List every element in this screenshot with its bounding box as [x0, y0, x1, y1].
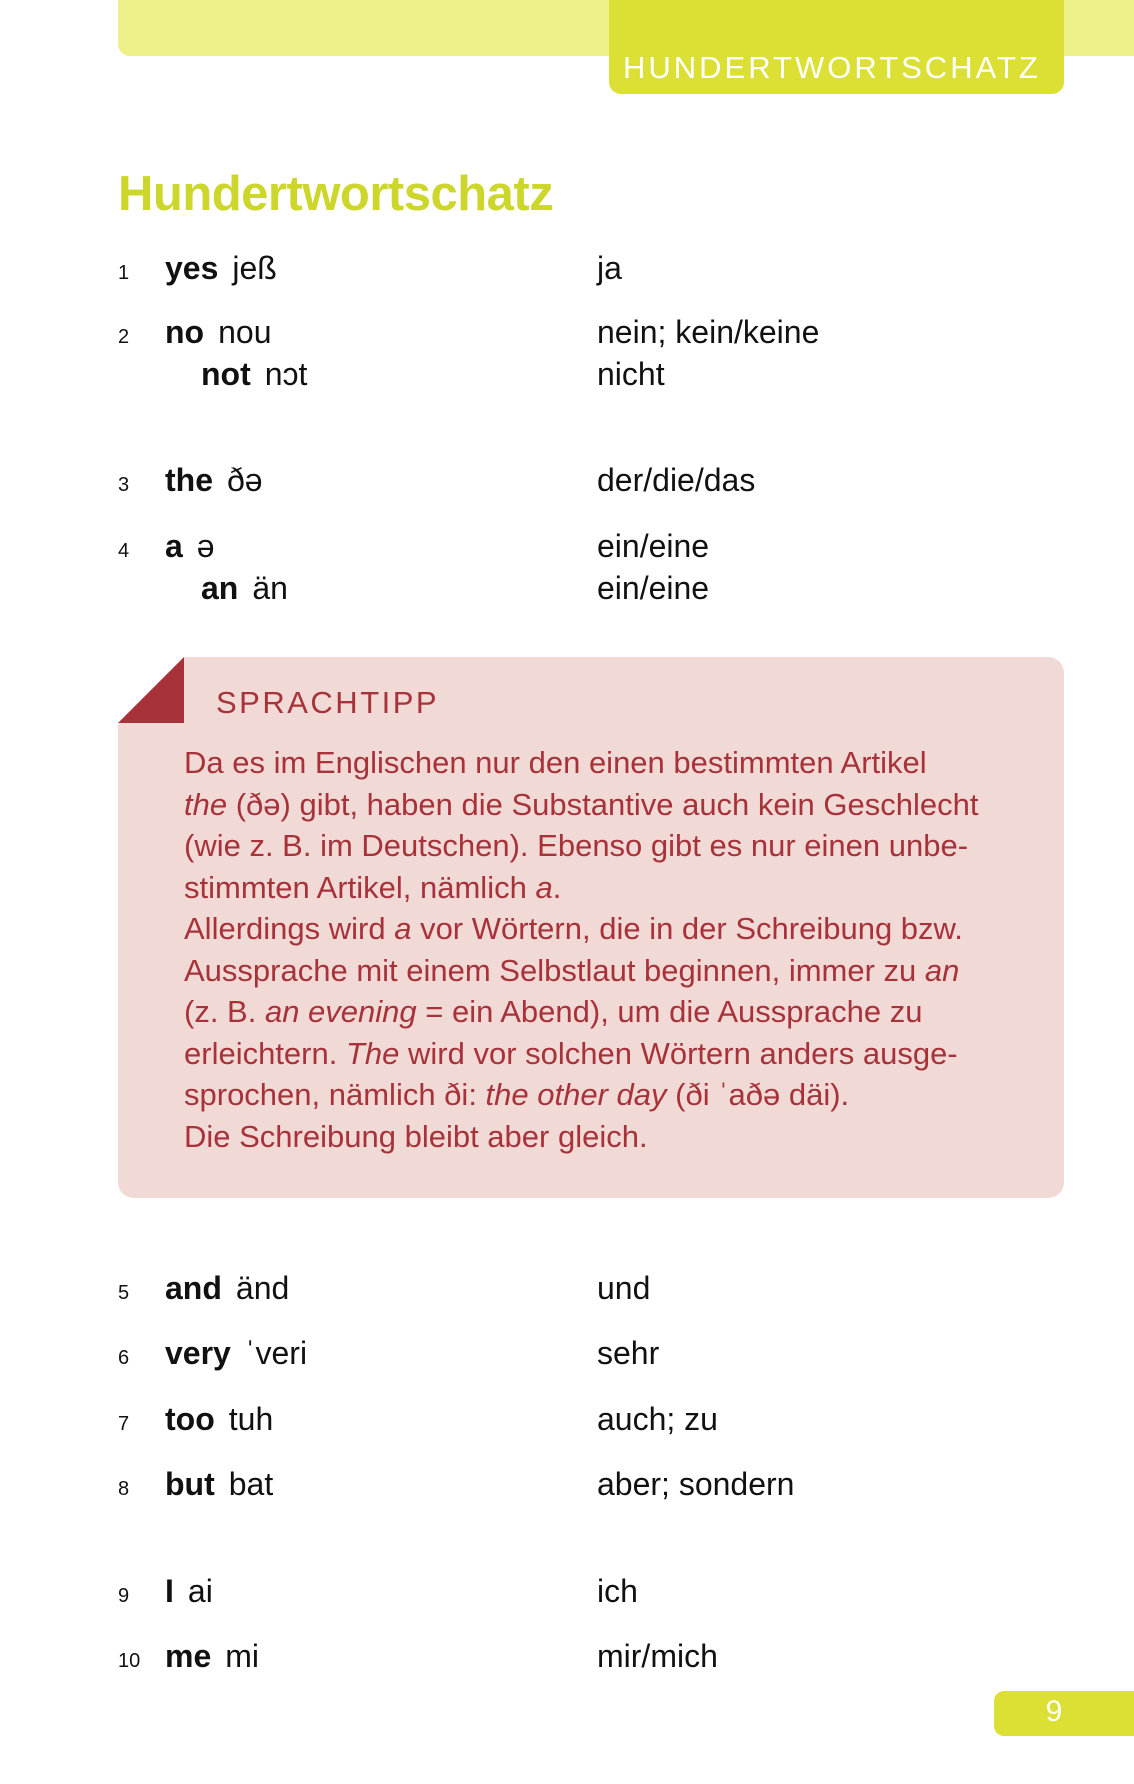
entry-word: very	[165, 1335, 231, 1371]
tip-text: vor Wörtern, die in der Schreibung bzw.	[411, 911, 963, 946]
tip-italic: a	[394, 911, 412, 946]
tip-text: wird vor solchen Wörtern anders ausge-	[399, 1035, 958, 1071]
entry-translation: sehr	[597, 1335, 660, 1371]
entry-word: me	[165, 1638, 212, 1674]
entry-word: and	[165, 1270, 222, 1306]
entry-english	[165, 1466, 273, 1503]
tip-line	[184, 784, 1054, 826]
corner-fold-cutout	[118, 657, 184, 723]
entry-pronunciation: bat	[228, 1466, 274, 1502]
tip-line	[184, 991, 1054, 1033]
entry-translation: ja	[597, 250, 622, 286]
entry-number: 9	[118, 1585, 130, 1607]
entry-translation: ein/eine	[597, 570, 710, 606]
entry-pronunciation: nɔt	[264, 356, 308, 392]
entry-translation: nein; kein/keine	[597, 314, 820, 350]
entry-translation: und	[597, 1270, 651, 1306]
vocab-entry	[0, 1573, 1134, 1617]
entry-english	[165, 1573, 213, 1610]
tip-line	[184, 1033, 1054, 1075]
entry-translation: mir/mich	[597, 1638, 718, 1674]
tip-text: .	[552, 869, 562, 905]
entry-pronunciation: ðə	[227, 462, 263, 498]
page-title: Hundertwortschatz	[118, 167, 554, 221]
tip-text: Allerdings wird	[184, 911, 395, 946]
section-tab	[609, 0, 1064, 94]
vocab-entry	[0, 314, 1134, 358]
entry-english	[165, 250, 277, 287]
entry-word: an	[201, 570, 239, 606]
tip-italic: an	[924, 952, 960, 988]
tip-line	[184, 1116, 1054, 1158]
entry-translation: ein/eine	[597, 528, 710, 564]
tip-italic: The	[345, 1035, 400, 1071]
entry-translation: der/die/das	[597, 462, 756, 498]
entry-word: but	[165, 1466, 215, 1502]
entry-number: 1	[118, 262, 130, 284]
tip-line	[184, 908, 1054, 950]
entry-pronunciation: än	[252, 570, 288, 606]
entry-translation: auch; zu	[597, 1401, 718, 1437]
entry-english	[165, 314, 271, 351]
tip-text: Da es im Englischen nur den einen bestimmten Artikel	[184, 745, 927, 780]
entry-english	[165, 528, 215, 565]
vocab-subentry	[0, 356, 1134, 400]
tip-line	[184, 950, 1054, 992]
entry-pronunciation: ˈveri	[244, 1335, 308, 1371]
vocab-entry	[0, 1335, 1134, 1379]
entry-translation: nicht	[597, 356, 665, 392]
entry-number: 4	[118, 540, 130, 562]
tip-italic: the	[184, 786, 228, 822]
tip-line	[184, 867, 1054, 909]
tip-italic: the other day	[485, 1077, 667, 1112]
entry-word: the	[165, 462, 213, 498]
entry-english	[165, 1401, 273, 1438]
entry-number: 3	[118, 474, 130, 496]
entry-number: 5	[118, 1282, 130, 1304]
tip-text: stimmten Artikel, nämlich	[184, 869, 536, 905]
tip-italic: an evening	[264, 994, 417, 1029]
entry-word: too	[165, 1401, 215, 1437]
entry-number: 8	[118, 1478, 130, 1500]
entry-english	[165, 462, 263, 499]
tip-text: (ði ˈaðə däi).	[666, 1077, 850, 1112]
vocab-subentry	[0, 570, 1134, 614]
tip-text: sprochen, nämlich ði:	[184, 1077, 486, 1112]
vocab-entry	[0, 1401, 1134, 1445]
entry-pronunciation: ə	[196, 528, 215, 564]
entry-number: 10	[118, 1650, 141, 1672]
tip-body	[184, 742, 1054, 1157]
vocab-entry	[0, 462, 1134, 506]
vocab-entry	[0, 250, 1134, 294]
entry-word: yes	[165, 250, 219, 286]
entry-pronunciation: ai	[187, 1573, 213, 1609]
vocab-entry	[0, 528, 1134, 572]
tip-line	[184, 1074, 1054, 1116]
tip-line	[184, 825, 1054, 867]
entry-pronunciation: nou	[218, 314, 272, 350]
entry-word: a	[165, 528, 183, 564]
entry-pronunciation: änd	[235, 1270, 290, 1306]
entry-word: not	[201, 356, 251, 392]
entry-pronunciation: jeß	[232, 250, 277, 286]
entry-number: 6	[118, 1347, 130, 1369]
tip-text: (wie z. B. im Deutschen). Ebenso gibt es nur einen unbe-	[184, 828, 969, 863]
tip-line	[184, 742, 1054, 784]
tip-text: = ein Abend), um die Aussprache zu	[416, 994, 923, 1029]
tip-text: Die Schreibung bleibt aber gleich.	[184, 1118, 648, 1154]
page-number: 9	[1045, 1695, 1063, 1728]
entry-translation: aber; sondern	[597, 1466, 795, 1502]
vocab-entry	[0, 1270, 1134, 1314]
tip-text: (ðə) gibt, haben die Substantive auch kein Geschlecht	[227, 786, 979, 822]
entry-translation: ich	[597, 1573, 638, 1609]
entry-number: 7	[118, 1413, 130, 1435]
tip-text: erleichtern.	[184, 1035, 346, 1071]
page-number-badge	[994, 1691, 1134, 1736]
entry-number: 2	[118, 326, 130, 348]
tip-text: (z. B.	[184, 994, 265, 1029]
entry-english	[201, 570, 288, 607]
language-tip-box	[118, 657, 1064, 1198]
tip-italic: a	[535, 869, 553, 905]
vocab-entry	[0, 1466, 1134, 1510]
entry-pronunciation: mi	[225, 1638, 260, 1674]
entry-word: I	[165, 1573, 174, 1609]
entry-english	[165, 1638, 259, 1675]
entry-english	[165, 1335, 307, 1372]
entry-word: no	[165, 314, 205, 350]
tip-text: Aussprache mit einem Selbstlaut beginnen, immer zu	[184, 952, 925, 988]
vocab-entry	[0, 1638, 1134, 1682]
entry-english	[165, 1270, 289, 1307]
entry-pronunciation: tuh	[228, 1401, 274, 1437]
entry-english	[201, 356, 307, 393]
tip-heading: SPRACHTIPP	[216, 685, 440, 720]
section-tab-label: HUNDERTWORTSCHATZ	[623, 50, 1041, 85]
